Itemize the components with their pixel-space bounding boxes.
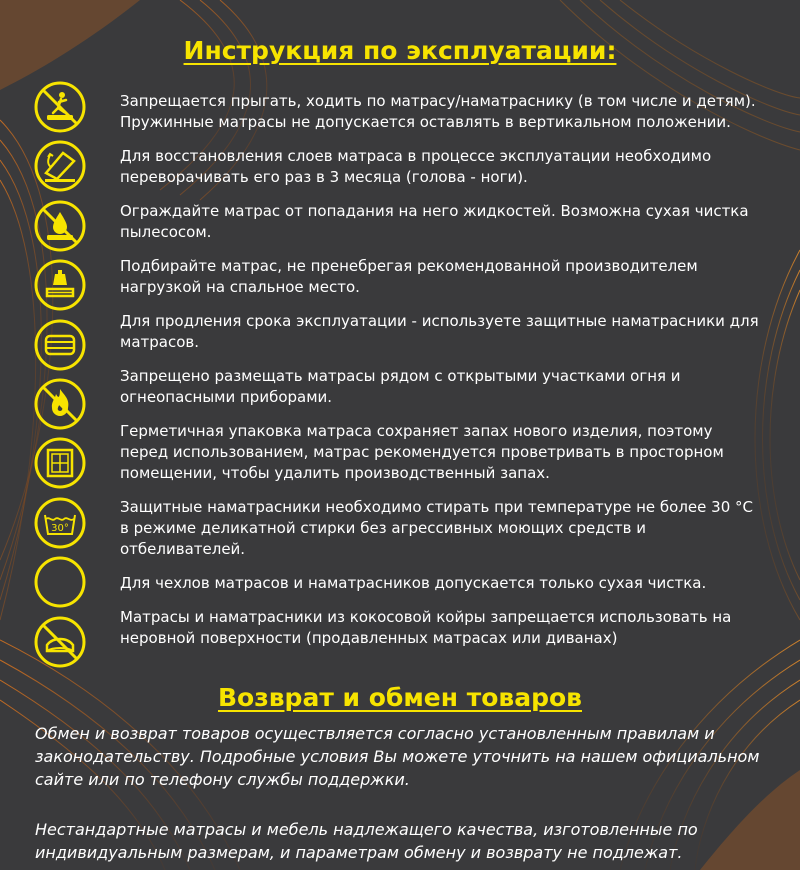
- list-item: Запрещено размещать матрасы рядом с открытыми участками огня и огнеопасными приборами.: [120, 367, 681, 406]
- list-item: Герметичная упаковка матраса сохраняет запах нового изделия, поэтому перед использованием, матрас рекомендуется проветривать в просторном помещении, чтобы удалить производственный запах.: [120, 422, 724, 482]
- list-item: Подбирайте матрас, не пренебрегая рекомендованной производителем нагрузкой на спальное место.: [120, 257, 698, 296]
- ventilation-icon: [33, 436, 87, 490]
- turn-mattress-icon: [33, 139, 87, 193]
- dry-clean-icon: [33, 555, 87, 609]
- load-weight-icon: [33, 258, 87, 312]
- mattress-protector-icon: [33, 318, 87, 372]
- returns-title: Возврат и обмен товаров: [217, 683, 582, 712]
- instructions-list: [120, 91, 760, 649]
- icon-column: [33, 80, 89, 669]
- list-item: Для чехлов матрасов и наматрасников допускается только сухая чистка.: [120, 574, 707, 592]
- wash-temperature-label: 30°: [51, 522, 69, 534]
- list-item: Запрещается прыгать, ходить по матрасу/наматраснику (в том числе и детям). Пружинные матрасы не допускается оставлять в вертикальном положении.: [120, 92, 756, 131]
- list-item: Ограждайте матрас от попадания на него жидкостей. Возможна сухая чистка пылесосом.: [120, 202, 749, 241]
- list-item: Для продления срока эксплуатации - используете защитные наматрасники для матрасов.: [120, 312, 759, 351]
- no-uneven-surface-icon: [33, 615, 87, 669]
- list-item: Матрасы и наматрасники из кокосовой койры запрещается использовать на неровной поверхности (продавленных матрасах или диванах): [120, 608, 732, 647]
- instructions-title: Инструкция по эксплуатации:: [183, 36, 617, 65]
- list-item: Для восстановления слоев матраса в процессе эксплуатации необходимо переворачивать его раз в 3 месяца (голова - ноги).: [120, 147, 712, 186]
- no-fire-icon: [33, 377, 87, 431]
- returns-paragraph-1: Обмен и возврат товаров осуществляется согласно установленным правилам и законодательству. Подробные условия Вы можете уточнить на нашем официальном сайте или по телефону службы поддержки.: [35, 724, 760, 789]
- returns-paragraph-2: Нестандартные матрасы и мебель надлежащего качества, изготовленные по индивидуальным размерам, и параметрам обмену и возврату не подлежат.: [35, 820, 698, 862]
- list-item: Защитные наматрасники необходимо стирать при температуре не более 30 °С в режиме деликатной стирки без агрессивных моющих средств и отбеливателей.: [120, 498, 753, 558]
- no-liquid-icon: [33, 199, 87, 253]
- wash-30-icon: [33, 496, 87, 550]
- no-jumping-icon: [33, 80, 87, 134]
